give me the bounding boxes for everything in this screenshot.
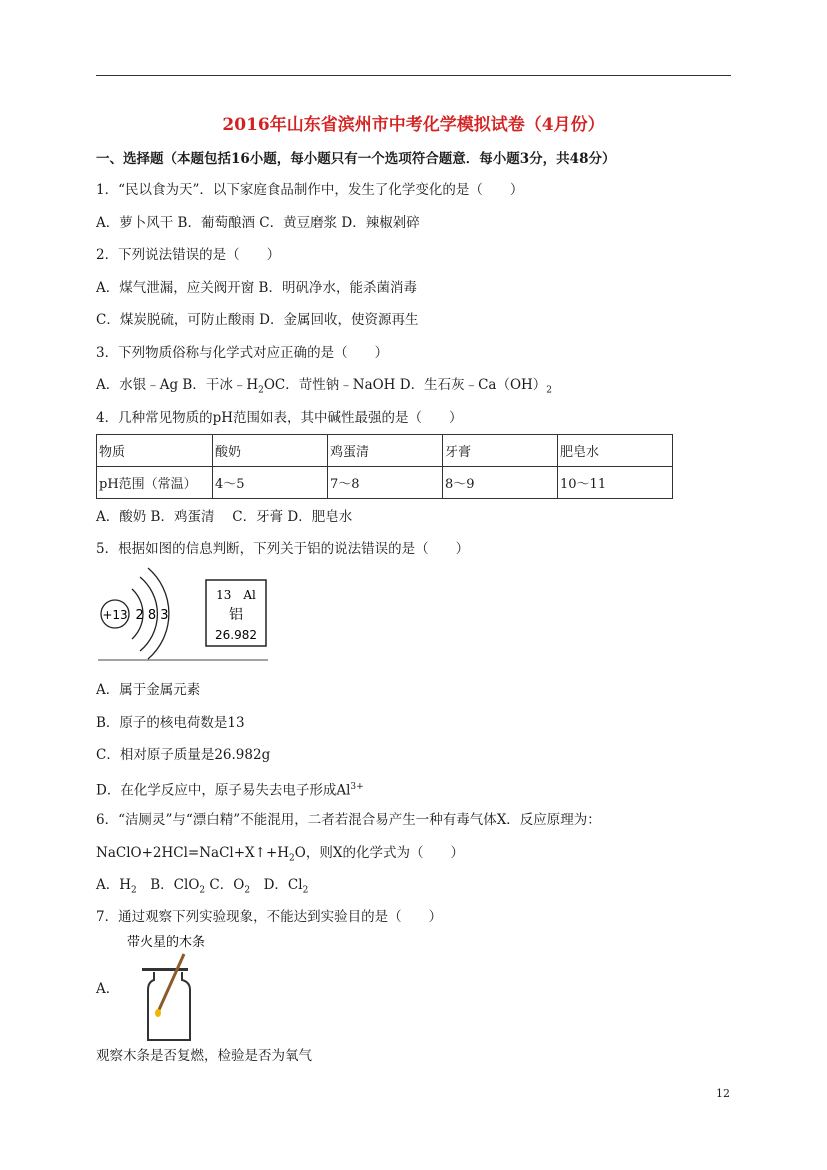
question-6-stem: 6．“洁厕灵”与“漂白精”不能混用，二者若混合易产生一种有毒气体X．反应原理为：	[96, 812, 601, 828]
question-3-stem: 3．下列物质俗称与化学式对应正确的是（ ）	[96, 345, 389, 361]
header-rule	[96, 75, 731, 76]
table-cell: 物质	[97, 435, 213, 467]
question-5-option-d: D．在化学反应中，原子易失去电子形成$Al^{3+}$	[96, 782, 364, 799]
oxygen-test-figure	[118, 932, 218, 1044]
element-name: 铝	[229, 607, 243, 623]
table-cell: 酸奶	[213, 435, 328, 467]
table-cell: 7～8	[328, 467, 443, 499]
aluminum-atom-figure	[96, 565, 270, 661]
question-5-option-c: C．相对原子质量是26.982g	[96, 747, 271, 763]
table-cell: 鸡蛋清	[328, 435, 443, 467]
nucleus-charge: +13	[102, 608, 128, 622]
question-1-stem: 1．“民以食为天”．以下家庭食品制作中，发生了化学变化的是（ ）	[96, 182, 524, 198]
table-cell: 10～11	[558, 467, 673, 499]
question-4-stem: 4．几种常见物质的pH范围如表，其中碱性最强的是（ ）	[96, 410, 463, 426]
question-4-options: A．酸奶 B．鸡蛋清 C．牙膏 D．肥皂水	[96, 509, 353, 525]
question-5-option-b: B．原子的核电荷数是13	[96, 715, 245, 731]
question-2-options-ab: A．煤气泄漏，应关阀开窗 B．明矾净水，能杀菌消毒	[96, 280, 417, 296]
table-cell: 8～9	[443, 467, 558, 499]
table-cell: 牙膏	[443, 435, 558, 467]
figure-label: 带火星的木条	[126, 935, 206, 950]
question-5-option-a: A．属于金属元素	[96, 682, 201, 698]
question-2-stem: 2．下列说法错误的是（ ）	[96, 247, 281, 263]
ph-table-header-row	[97, 435, 673, 467]
question-7-option-a-label: A．	[96, 981, 120, 997]
section-heading: 一、选择题（本题包括16小题，每小题只有一个选项符合题意．每小题3分，共48分）	[96, 151, 616, 167]
electron-counts: 2 8 3	[135, 608, 169, 623]
question-2-options-cd: C．煤炭脱硫，可防止酸雨 D．金属回收，使资源再生	[96, 312, 419, 328]
question-1-options: A．萝卜风干 B．葡萄酿酒 C．黄豆磨浆 D．辣椒剁碎	[96, 215, 420, 231]
question-7-stem: 7．通过观察下列实验现象，不能达到实验目的是（ ）	[96, 909, 443, 925]
question-5-stem: 5．根据如图的信息判断，下列关于铝的说法错误的是（ ）	[96, 541, 470, 557]
page-number: 12	[716, 1087, 730, 1100]
table-cell: 4～5	[213, 467, 328, 499]
question-7-option-a-caption: 观察木条是否复燃，检验是否为氧气	[96, 1048, 312, 1064]
glass-plate	[142, 968, 188, 971]
gas-bottle	[148, 972, 190, 1040]
question-6-equation: $NaClO+2HCl=NaCl+X↑+H_2O$，则X的化学式为（ ）	[96, 845, 464, 864]
element-number-symbol: 13 Al	[216, 588, 256, 602]
wooden-splint	[158, 954, 184, 1012]
question-3-options: A．水银﹣Ag B．干冰$﹣H_2OC$．苛性钠﹣NaOH D．生石灰$﹣Ca(OH)_2$	[96, 377, 553, 396]
table-cell: pH范围（常温）	[97, 467, 213, 499]
table-cell: 肥皂水	[558, 435, 673, 467]
splint-ember	[155, 1009, 161, 1017]
ph-table	[96, 434, 673, 499]
page-title: 2016年山东省滨州市中考化学模拟试卷（4月份）	[222, 115, 605, 135]
element-mass: 26.982	[215, 628, 257, 642]
ph-table-data-row	[97, 467, 673, 499]
question-6-options: A．$H_2$ B．ClO$_2$ C．$O_2$ D．$Cl_2$	[96, 877, 309, 896]
